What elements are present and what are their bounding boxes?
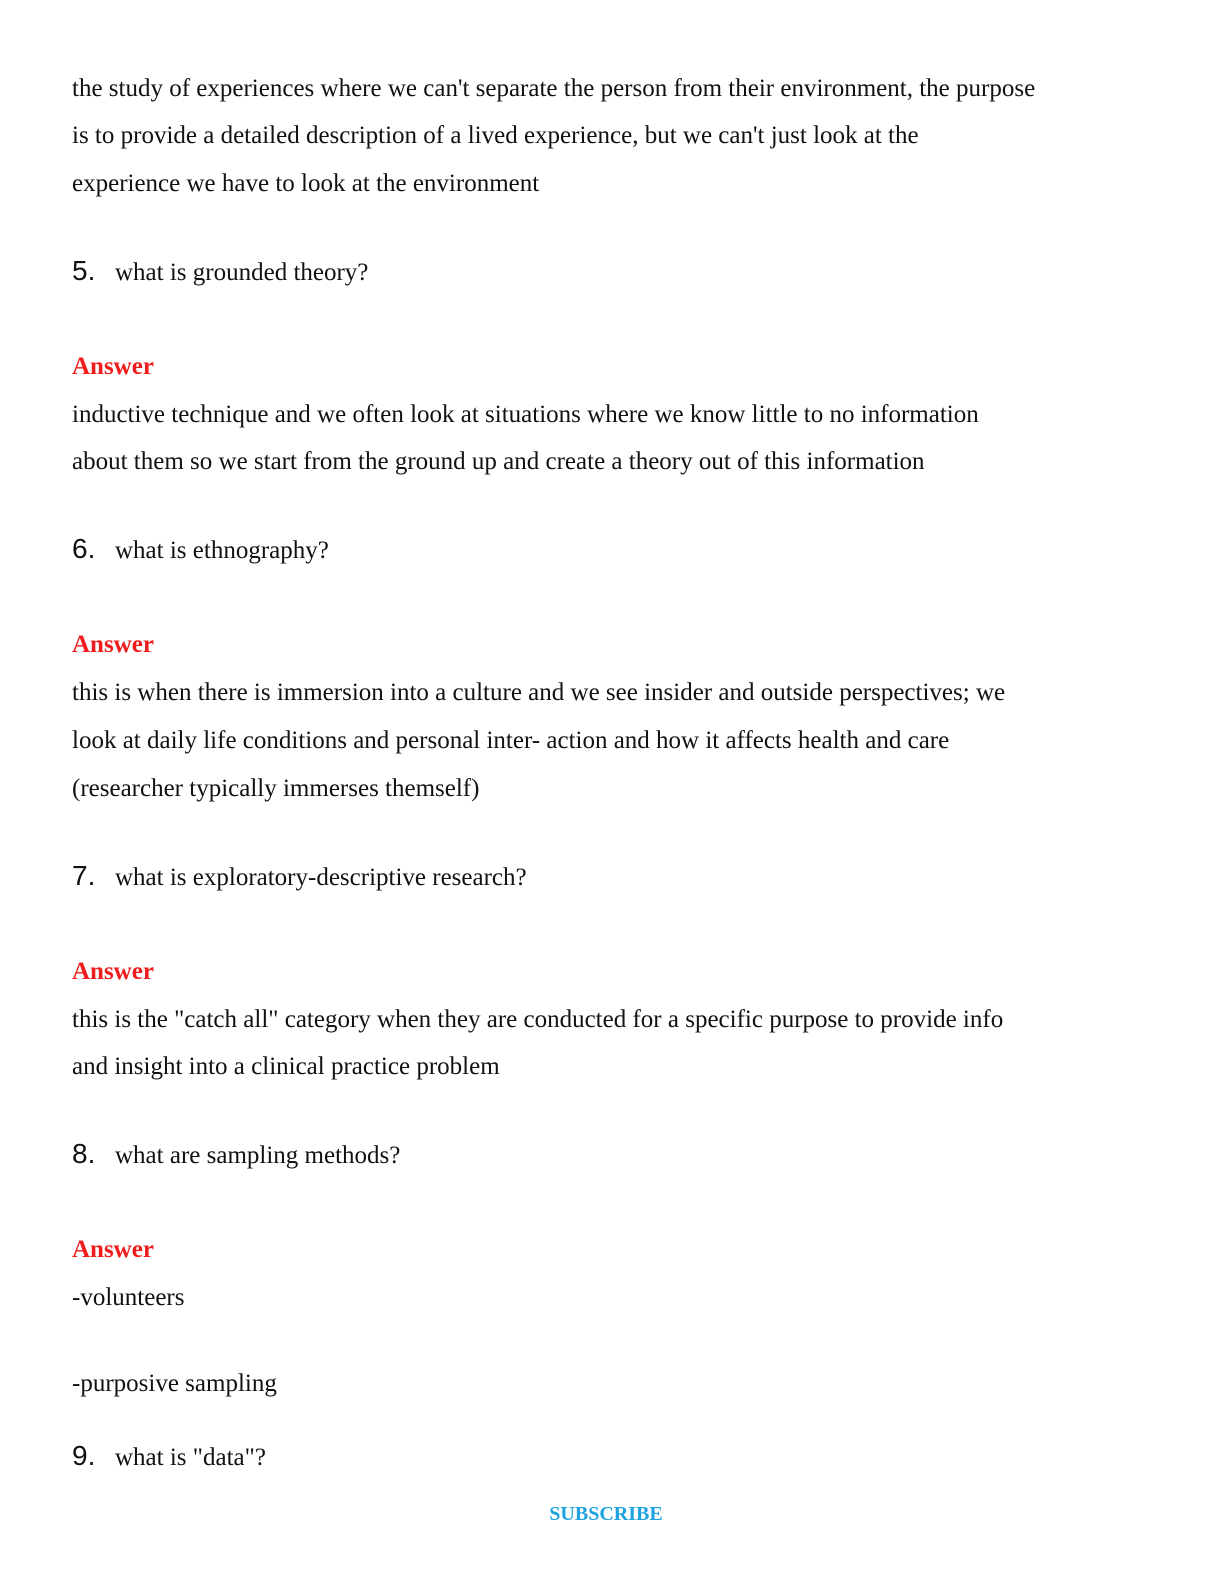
intro-line-1: the study of experiences where we can't separate the person from their environment, the purpose <box>72 75 1036 102</box>
answer-8-line-1: -volunteers <box>72 1284 185 1311</box>
question-number: 9. <box>72 1440 96 1471</box>
question-text: what are sampling methods? <box>115 1142 401 1169</box>
question-text: what is ethnography? <box>115 537 329 564</box>
question-5 <box>72 256 368 288</box>
question-number: 6. <box>72 533 96 564</box>
answer-label-8: Answer <box>72 1236 154 1263</box>
answer-7-line-2: and insight into a clinical practice problem <box>72 1053 500 1080</box>
answer-label-7: Answer <box>72 958 154 985</box>
answer-6-line-3: (researcher typically immerses themself) <box>72 775 480 802</box>
answer-5-line-2: about them so we start from the ground up and create a theory out of this information <box>72 448 925 475</box>
intro-line-2: is to provide a detailed description of a lived experience, but we can't just look at the <box>72 122 919 149</box>
question-text: what is grounded theory? <box>115 259 369 286</box>
subscribe-link[interactable]: SUBSCRIBE <box>549 1503 663 1525</box>
question-text: what is "data"? <box>115 1444 266 1471</box>
question-number: 7. <box>72 860 96 891</box>
answer-label-5: Answer <box>72 353 154 380</box>
question-7 <box>72 861 527 893</box>
question-text: what is exploratory-descriptive research? <box>115 864 527 891</box>
answer-7-line-1: this is the "catch all" category when they are conducted for a specific purpose to provide info <box>72 1006 1004 1033</box>
question-8 <box>72 1139 400 1171</box>
answer-6-line-1: this is when there is immersion into a culture and we see insider and outside perspectives; we <box>72 679 1006 706</box>
question-number: 5. <box>72 255 96 286</box>
question-9 <box>72 1441 266 1473</box>
answer-label-6: Answer <box>72 631 154 658</box>
answer-5-line-1: inductive technique and we often look at situations where we know little to no information <box>72 401 979 428</box>
answer-8-line-2: -purposive sampling <box>72 1370 277 1397</box>
answer-6-line-2: look at daily life conditions and personal inter- action and how it affects health and care <box>72 727 950 754</box>
intro-line-3: experience we have to look at the environment <box>72 170 540 197</box>
question-6 <box>72 534 329 566</box>
question-number: 8. <box>72 1138 96 1169</box>
